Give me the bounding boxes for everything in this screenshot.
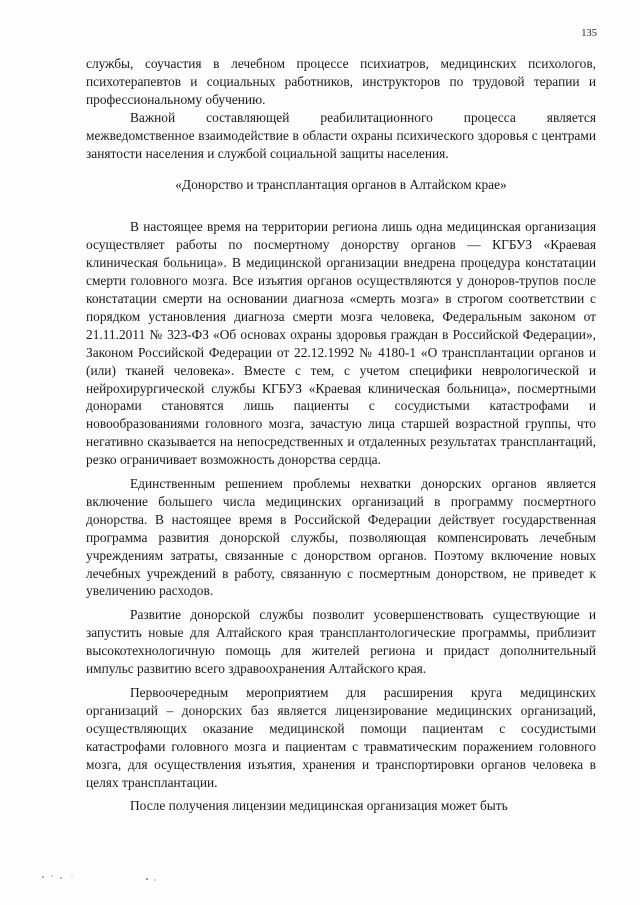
paragraph-interagency-cooperation: Важной составляющей реабилитационного процесса является межведомственное взаимодействие в области охраны психического здоровья с центрами занятости населения и службой социальной защиты населения. bbox=[86, 109, 596, 161]
paragraph-current-donation: В настоящее время на территории региона лишь одна медицинская организация осуществляет работы по посмертному донорству органов — КГБУЗ «Краевая клиническая больница». В медицинской организации внедрена процедура констатации смерти головного мозга. Все изъятия органов осуществляются у доноров-трупов после констатации смерти на основании диагноза «смерть мозга» в строгом соответствии с порядком установления диагноза смерти мозга человека, Федеральным законом от 21.11.2011 № 323-ФЗ «Об основах охраны здоровья граждан в Российской Федерации», Законом Российской Федерации от 22.12.1992 № 4180-1 «О трансплантации органов и (или) тканей человека». Вместе с тем, с учетом специфики неврологической и нейрохирургической службы КГБУЗ «Краевая клиническая больница», посмертными донорами становятся лишь пациенты с сосудистыми катастрофами и новообразованиями головного мозга, зачастую лица старшей возрастной группы, что негативно сказывается на непосредственных и отдаленных результатах трансплантаций, резко ограничивает возможность донорства сердца. bbox=[86, 219, 596, 468]
paragraph-continuation: службы, соучастия в лечебном процессе психиатров, медицинских психологов, психотерапевтов и социальных работников, инструкторов по трудовой терапии и профессиональному обучению. bbox=[86, 56, 596, 107]
paragraph-after-license: После получения лицензии медицинская организация может быть bbox=[130, 798, 508, 814]
paragraph-development: Развитие донорской службы позволит усовершенствовать существующие и запустить новые для Алтайского края трансплантологические программы, приблизит высокотехнологичную помощь для жителей региона и придаст дополнительный импульс развитию всего здравоохранения Алтайского края. bbox=[86, 607, 596, 677]
section-heading: «Донорство и трансплантация органов в Алтайском крае» bbox=[175, 177, 507, 193]
paragraph-solution: Единственным решением проблемы нехватки донорских органов является включение большего числа медицинских организаций в программу посмертного донорства. В настоящее время в Российской Федерации действует государственная программа развития донорской службы, позволяющая компенсировать лечебным учреждениям затраты, связанные с донорством органов. Поэтому включение новых лечебных учреждений в работу, связанную с посмертным донорством, не приведет к увеличению расходов. bbox=[86, 476, 596, 599]
document-body bbox=[86, 55, 596, 815]
paragraph-licensing: Первоочередным мероприятием для расширения круга медицинских организаций – донорских баз является лицензирование медицинских организаций, осуществляющих оказание медицинской помощи пациентам с сосудистыми катастрофами головного мозга и пациентам с травматическим поражением головного мозга, для осуществления изъятия, хранения и транспортировки органов человека в целях трансплантации. bbox=[86, 685, 596, 790]
page-number: 135 bbox=[581, 28, 597, 39]
